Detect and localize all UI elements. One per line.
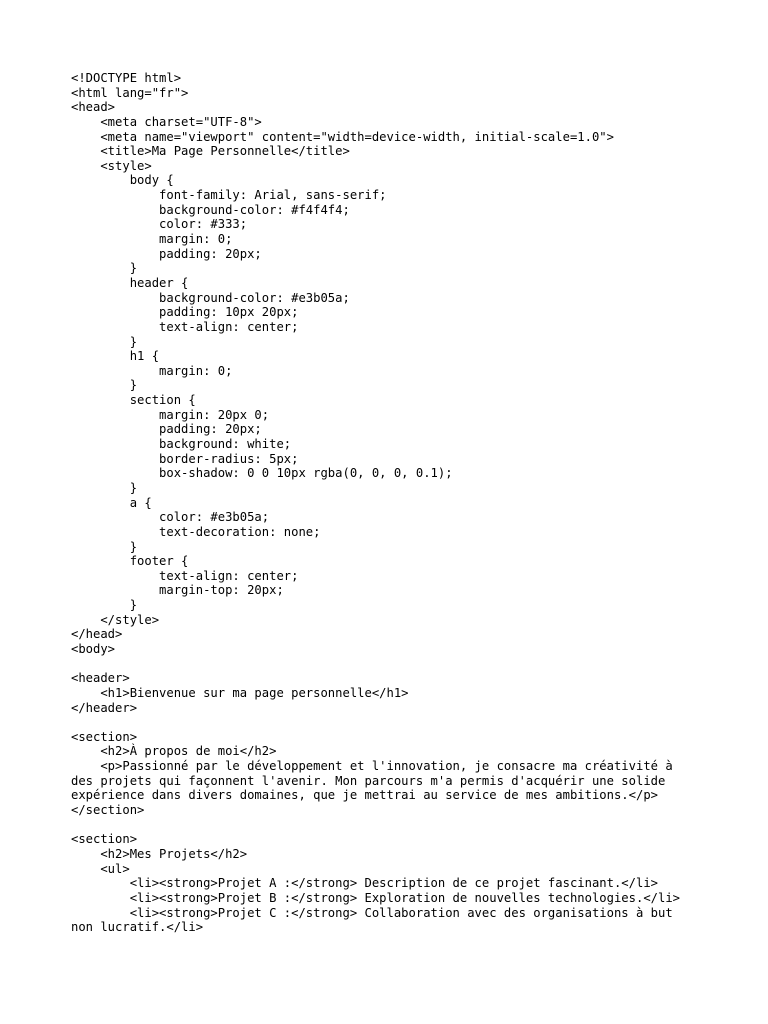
code-line: <head> [71, 100, 116, 115]
code-line: <h1>Bienvenue sur ma page personnelle</h1> [71, 685, 409, 700]
code-line: <li><strong>Projet B :</strong> Exploration de nouvelles technologies.</li> [71, 890, 681, 905]
code-line: margin: 0; [71, 232, 233, 247]
code-line: color: #333; [71, 217, 248, 232]
code-line: border-radius: 5px; [71, 451, 299, 466]
code-line: footer { [71, 554, 189, 569]
code-line: body { [71, 173, 174, 188]
code-line: </header> [71, 700, 138, 715]
code-line: } [71, 334, 138, 349]
code-line: font-family: Arial, sans-serif; [71, 188, 387, 203]
code-line: text-align: center; [71, 568, 299, 583]
code-line: </section> [71, 803, 145, 818]
code-line: margin-top: 20px; [71, 583, 284, 598]
code-line: des projets qui façonnent l'avenir. Mon parcours m'a permis d'acquérir une solide [71, 773, 666, 788]
code-line: box-shadow: 0 0 10px rgba(0, 0, 0, 0.1); [71, 466, 453, 481]
code-line: a { [71, 495, 152, 510]
code-line: <header> [71, 671, 130, 686]
code-line: } [71, 598, 138, 613]
code-line: } [71, 480, 138, 495]
code-line: <body> [71, 641, 116, 656]
code-line [71, 657, 711, 672]
code-line: <style> [71, 158, 152, 173]
code-line: background: white; [71, 437, 292, 452]
code-line: margin: 20px 0; [71, 407, 270, 422]
code-line: </style> [71, 612, 160, 627]
code-line: <ul> [71, 861, 130, 876]
code-line: header { [71, 275, 189, 290]
code-line: </head> [71, 627, 123, 642]
code-line: <html lang="fr"> [71, 85, 189, 100]
code-line: <meta charset="UTF-8"> [71, 114, 262, 129]
code-line: section { [71, 393, 196, 408]
code-document [71, 71, 711, 935]
code-line [71, 715, 711, 730]
code-line: } [71, 261, 138, 276]
code-line: <section> [71, 729, 138, 744]
code-line: padding: 10px 20px; [71, 305, 299, 320]
code-line: <h2>À propos de moi</h2> [71, 744, 277, 759]
code-line: <li><strong>Projet A :</strong> Description de ce projet fascinant.</li> [71, 876, 658, 891]
code-line: non lucratif.</li> [71, 920, 204, 935]
code-line: margin: 0; [71, 363, 233, 378]
code-line: padding: 20px; [71, 422, 262, 437]
code-line: background-color: #e3b05a; [71, 290, 350, 305]
code-line: <p>Passionné par le développement et l'innovation, je consacre ma créativité à [71, 759, 673, 774]
code-line: <h2>Mes Projets</h2> [71, 846, 248, 861]
code-line: <li><strong>Projet C :</strong> Collaboration avec des organisations à but [71, 905, 673, 920]
code-line: background-color: #f4f4f4; [71, 202, 350, 217]
code-line: padding: 20px; [71, 246, 262, 261]
code-line: <section> [71, 832, 138, 847]
code-line [71, 818, 711, 833]
code-line: <meta name="viewport" content="width=device-width, initial-scale=1.0"> [71, 129, 614, 144]
code-line: color: #e3b05a; [71, 510, 270, 525]
code-line: text-align: center; [71, 319, 299, 334]
code-line: h1 { [71, 349, 160, 364]
code-line: } [71, 539, 138, 554]
code-line: <!DOCTYPE html> [71, 71, 182, 85]
code-line: expérience dans divers domaines, que je mettrai au service de mes ambitions.</p> [71, 788, 658, 803]
code-line: text-decoration: none; [71, 524, 321, 539]
code-line: } [71, 378, 138, 393]
code-line: <title>Ma Page Personnelle</title> [71, 144, 350, 159]
